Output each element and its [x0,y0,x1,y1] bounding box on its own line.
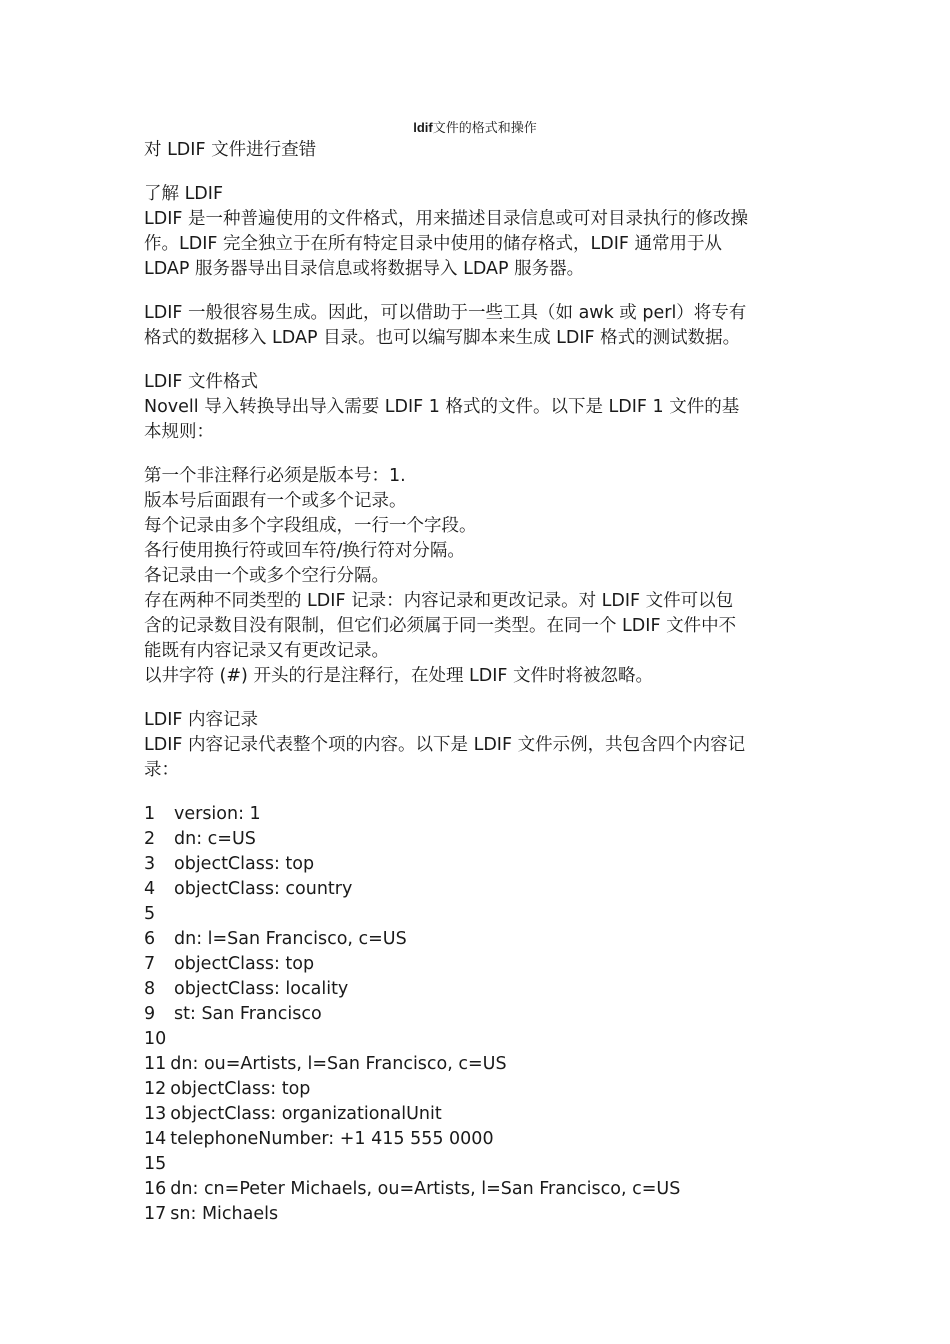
paragraph-line: 作。LDIF 完全独立于在所有特定目录中使用的储存格式，LDIF 通常用于从 [144,234,723,254]
paragraph-line: LDIF 一般很容易生成。因此，可以借助于一些工具（如 awk 或 perl）将专有 [144,303,747,323]
section-heading: 了解 LDIF [144,184,224,204]
line-number: 9 [144,1004,156,1024]
code-line [144,877,814,902]
code-text: dn: ou=Artists, l=San Francisco, c=US [170,1054,507,1074]
paragraph-line: LDAP 服务器导出目录信息或将数据导入 LDAP 服务器。 [144,259,585,279]
code-line [144,1002,814,1027]
code-text: objectClass: top [170,1079,311,1099]
line-number: 5 [144,904,156,924]
code-line [144,977,814,1002]
code-text: objectClass: organizationalUnit [170,1104,442,1124]
rule-line: 版本号后面跟有一个或多个记录。 [144,491,407,511]
line-number: 17 [144,1204,167,1224]
code-line [144,852,814,877]
code-line [144,1027,814,1052]
section-heading: LDIF 内容记录 [144,710,259,730]
line-number: 7 [144,954,156,974]
rule-line: 以井字符 (#) 开头的行是注释行，在处理 LDIF 文件时将被忽略。 [144,666,654,686]
line-number: 8 [144,979,156,999]
code-text: dn: c=US [174,829,256,849]
line-number: 12 [144,1079,167,1099]
code-line [144,802,814,827]
section-heading: 对 LDIF 文件进行查错 [144,140,317,160]
code-text: dn: cn=Peter Michaels, ou=Artists, l=San Francisco, c=US [170,1179,681,1199]
code-text: st: San Francisco [174,1004,322,1024]
code-text: objectClass: top [174,954,315,974]
code-text: dn: l=San Francisco, c=US [174,929,407,949]
code-text: sn: Michaels [170,1204,279,1224]
line-number: 13 [144,1104,167,1124]
rule-line: 各记录由一个或多个空行分隔。 [144,566,389,586]
line-number: 6 [144,929,156,949]
line-number: 1 [144,804,156,824]
code-line [144,1077,814,1102]
line-number: 4 [144,879,156,899]
line-number: 16 [144,1179,167,1199]
code-text: version: 1 [174,804,261,824]
code-text: telephoneNumber: +1 415 555 0000 [170,1129,494,1149]
code-line [144,1177,814,1202]
document-body [144,138,814,1227]
line-number: 3 [144,854,156,874]
paragraph-line: 录： [144,760,179,780]
paragraph-line: Novell 导入转换导出导入需要 LDIF 1 格式的文件。以下是 LDIF 1 文件的基 [144,397,740,417]
rule-line: 第一个非注释行必须是版本号：1. [144,466,406,486]
code-line [144,1127,814,1152]
rule-line: 每个记录由多个字段组成，一行一个字段。 [144,516,477,536]
section-heading: LDIF 文件格式 [144,372,259,392]
line-number: 14 [144,1129,167,1149]
code-line [144,952,814,977]
rule-line: 各行使用换行符或回车符/换行符对分隔。 [144,541,465,561]
document-title [0,119,950,138]
line-number: 15 [144,1154,167,1174]
code-line [144,902,814,927]
paragraph-line: LDIF 是一种普遍使用的文件格式，用来描述目录信息或可对目录执行的修改操 [144,209,749,229]
line-number: 2 [144,829,156,849]
code-line [144,827,814,852]
line-number: 11 [144,1054,167,1074]
code-line [144,1102,814,1127]
code-line [144,1052,814,1077]
paragraph-line: LDIF 内容记录代表整个项的内容。以下是 LDIF 文件示例，共包含四个内容记 [144,735,746,755]
code-text: objectClass: top [174,854,315,874]
code-line [144,1202,814,1227]
line-number: 10 [144,1029,167,1049]
code-line [144,1152,814,1177]
paragraph-line: 本规则： [144,422,214,442]
rule-line: 存在两种不同类型的 LDIF 记录：内容记录和更改记录。对 LDIF 文件可以包 [144,591,734,611]
code-text: objectClass: country [174,879,353,899]
title-keyword: ldif [413,120,433,135]
code-line [144,927,814,952]
ldif-code-sample [144,802,814,1227]
code-text: objectClass: locality [174,979,349,999]
rule-line: 含的记录数目没有限制，但它们必须属于同一类型。在同一个 LDIF 文件中不 [144,616,737,636]
title-text: 文件的格式和操作 [432,121,537,136]
paragraph-line: 格式的数据移入 LDAP 目录。也可以编写脚本来生成 LDIF 格式的测试数据。 [144,328,741,348]
rule-line: 能既有内容记录又有更改记录。 [144,641,389,661]
